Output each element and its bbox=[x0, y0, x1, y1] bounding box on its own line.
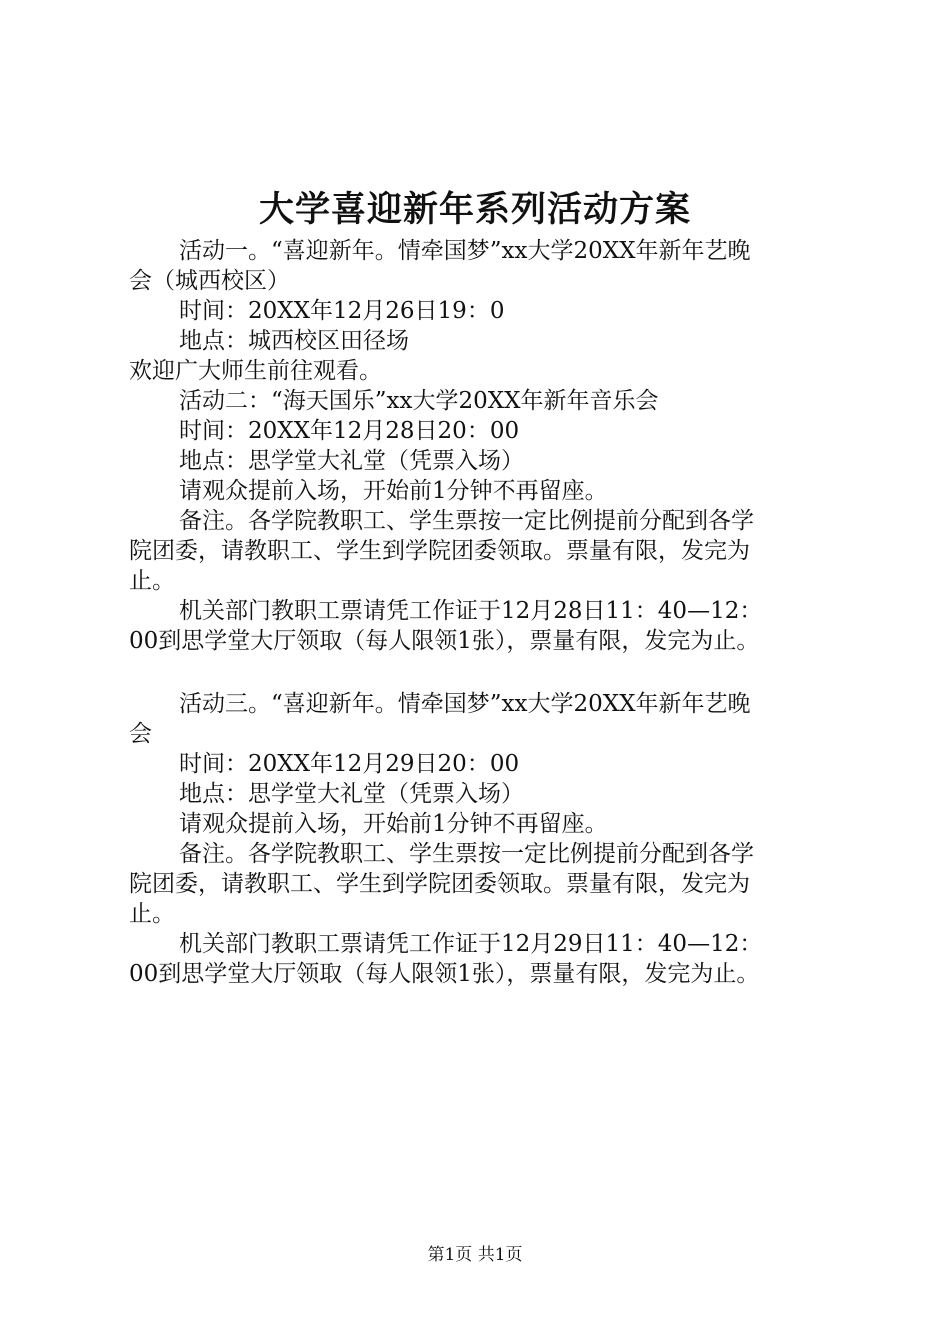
activity-3-place: 地点：思学堂大礼堂（凭票入场） bbox=[179, 781, 524, 807]
activity-3-remark-end: 止。 bbox=[129, 901, 175, 927]
activity-2-remark-cont: 院团委，请教职工、学生到学院团委领取。票量有限，发完为 bbox=[129, 538, 750, 564]
activity-3-notice: 请观众提前入场，开始前1分钟不再留座。 bbox=[179, 811, 608, 837]
activity-2-remark: 备注。各学院教职工、学生票按一定比例提前分配到各学 bbox=[179, 508, 754, 534]
activity-1-time: 时间：20XX年12月26日19：0 bbox=[179, 298, 505, 324]
activity-2-staff-tickets-cont: 00到思学堂大厅领取（每人限领1张），票量有限，发完为止。 bbox=[129, 628, 760, 654]
activity-2-heading: 活动二：“海天国乐”xx大学20XX年新年音乐会 bbox=[179, 388, 659, 414]
document-body bbox=[129, 236, 839, 989]
activity-3-time: 时间：20XX年12月29日20：00 bbox=[179, 751, 520, 777]
activity-3-heading-cont: 会 bbox=[129, 721, 152, 747]
activity-3-remark-cont: 院团委，请教职工、学生到学院团委领取。票量有限，发完为 bbox=[129, 871, 750, 897]
document-title: 大学喜迎新年系列活动方案 bbox=[258, 189, 691, 230]
activity-2-time: 时间：20XX年12月28日20：00 bbox=[179, 418, 520, 444]
activity-1-section bbox=[129, 236, 839, 386]
activity-2-staff-tickets: 机关部门教职工票请凭工作证于12月28日11：40—12： bbox=[179, 598, 763, 624]
activity-3-remark: 备注。各学院教职工、学生票按一定比例提前分配到各学 bbox=[179, 841, 754, 867]
activity-1-heading-cont: 会（城西校区） bbox=[129, 268, 290, 294]
page-footer: 第1页 共1页 bbox=[427, 1245, 523, 1265]
activity-3-staff-tickets: 机关部门教职工票请凭工作证于12月29日11：40—12： bbox=[179, 931, 763, 957]
activity-1-heading: 活动一。“喜迎新年。情牵国梦”xx大学20XX年新年艺晚 bbox=[179, 238, 751, 264]
activity-3-staff-tickets-cont: 00到思学堂大厅领取（每人限领1张），票量有限，发完为止。 bbox=[129, 961, 760, 987]
section-spacer bbox=[129, 656, 839, 689]
activity-3-section bbox=[129, 689, 839, 989]
activity-1-note: 欢迎广大师生前往观看。 bbox=[129, 358, 382, 384]
activity-3-heading: 活动三。“喜迎新年。情牵国梦”xx大学20XX年新年艺晚 bbox=[179, 691, 751, 717]
activity-1-place: 地点：城西校区田径场 bbox=[179, 328, 409, 354]
activity-2-section bbox=[129, 386, 839, 656]
activity-2-notice: 请观众提前入场，开始前1分钟不再留座。 bbox=[179, 478, 608, 504]
activity-2-remark-end: 止。 bbox=[129, 568, 175, 594]
activity-2-place: 地点：思学堂大礼堂（凭票入场） bbox=[179, 448, 524, 474]
